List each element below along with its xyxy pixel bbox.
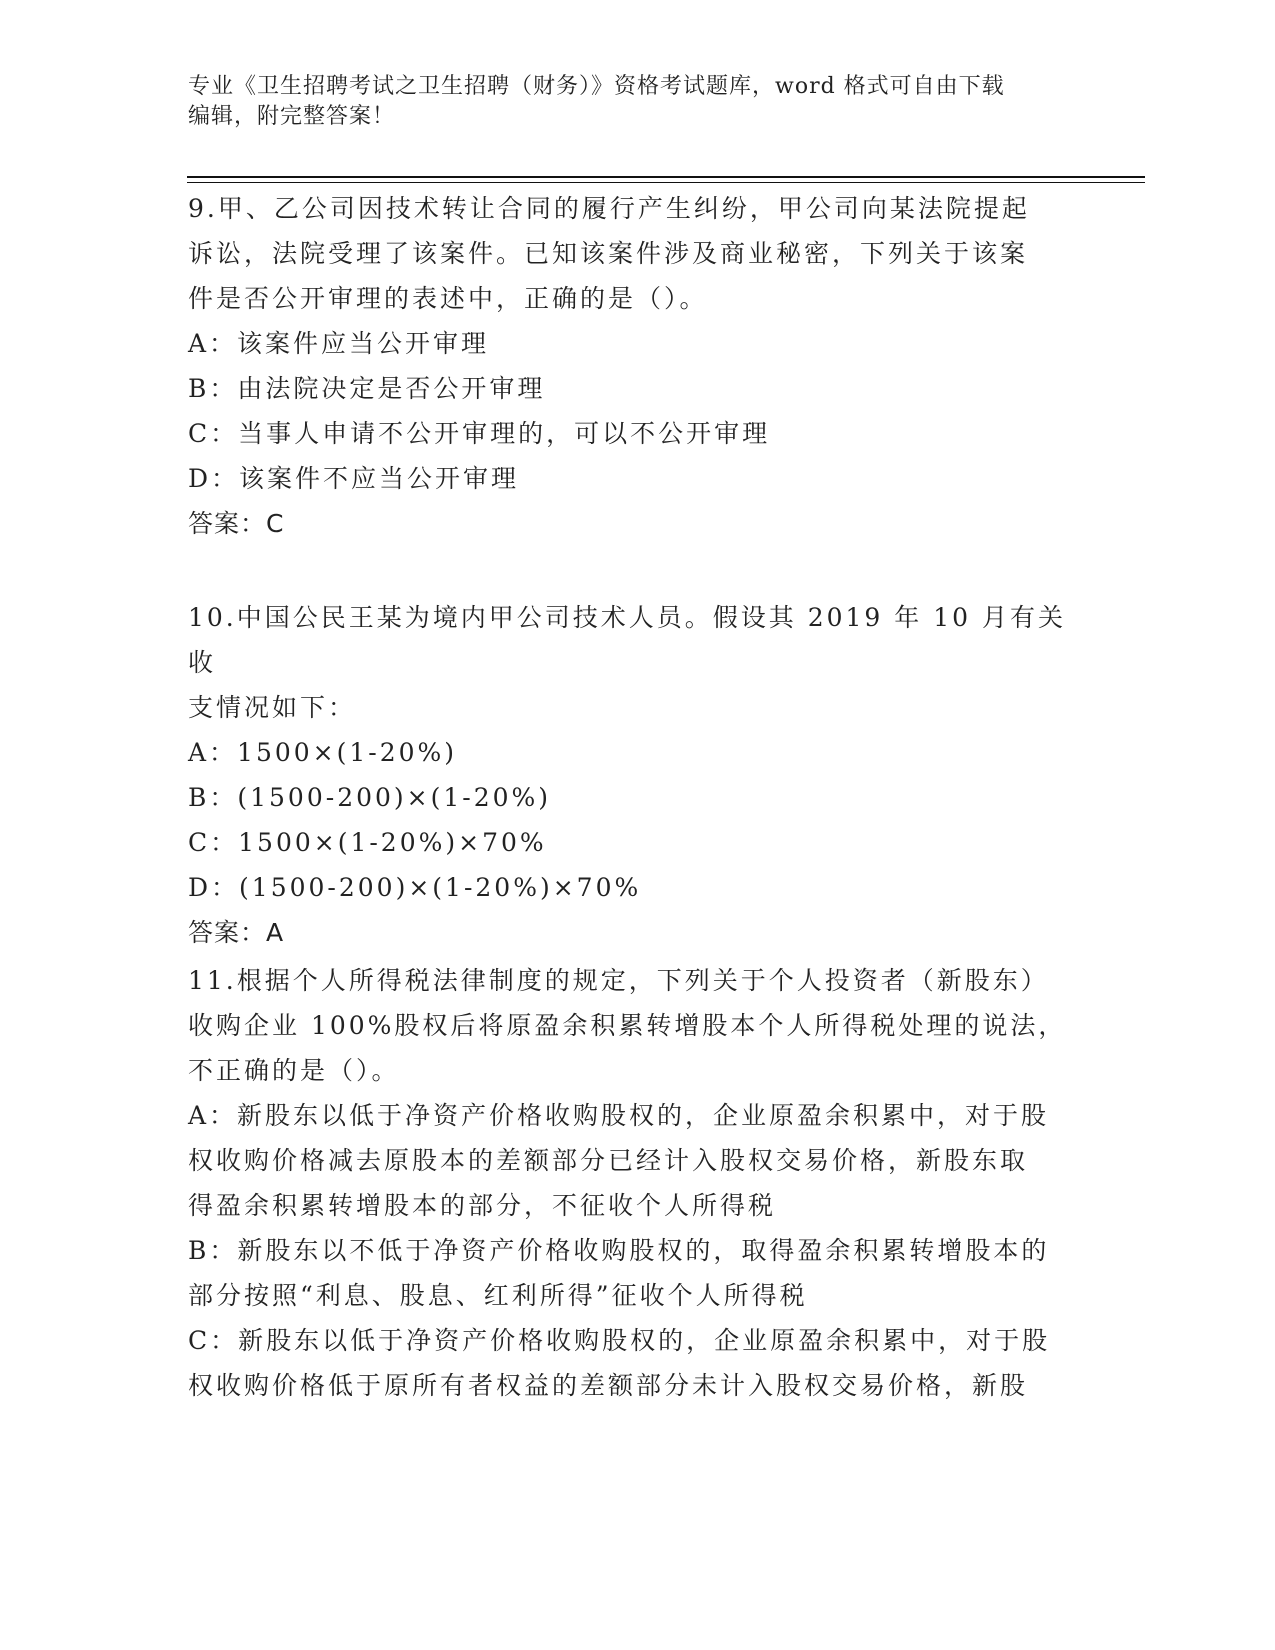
question-stem-line: 11.根据个人所得税法律制度的规定，下列关于个人投资者（新股东） [188, 966, 1049, 995]
header-line-1: 专业《卫生招聘考试之卫生招聘（财务）》资格考试题库，word 格式可自由下载 [188, 74, 1005, 99]
document-header [188, 72, 1068, 132]
question-stem-line: 收购企业 100%股权后将原盈余积累转增股本个人所得税处理的说法， [188, 1011, 1067, 1040]
option-a-line: 权收购价格减去原股本的差额部分已经计入股权交易价格，新股东取 [188, 1146, 1029, 1175]
question-9 [188, 186, 1068, 546]
option-a-line: A：新股东以低于净资产价格收购股权的，企业原盈余积累中，对于股 [188, 1101, 1050, 1130]
question-stem-line: 9.甲、乙公司因技术转让合同的履行产生纠纷，甲公司向某法院提起 [188, 194, 1030, 223]
option-c-line: C：新股东以低于净资产价格收购股权的，企业原盈余积累中，对于股 [188, 1326, 1051, 1355]
header-line-2: 编辑，附完整答案！ [188, 104, 396, 129]
question-stem-line: 10.中国公民王某为境内甲公司技术人员。假设其 2019 年 10 月有关收 [188, 603, 1066, 677]
option-a: A：该案件应当公开审理 [188, 329, 490, 358]
answer: 答案：A [188, 918, 285, 947]
option-b-line: B：新股东以不低于净资产价格收购股权的，取得盈余积累转增股本的 [188, 1236, 1050, 1265]
option-b: B：(1500-200)×(1-20%) [188, 783, 552, 812]
question-stem-line: 支情况如下： [188, 693, 357, 722]
option-d: D：该案件不应当公开审理 [188, 464, 520, 493]
question-11 [188, 958, 1068, 1408]
option-c: C：1500×(1-20%)×70% [188, 828, 547, 857]
answer: 答案：C [188, 509, 285, 538]
question-stem-line: 不正确的是（）。 [188, 1056, 400, 1085]
option-a-line: 得盈余积累转增股本的部分，不征收个人所得税 [188, 1191, 777, 1220]
option-c-line: 权收购价格低于原所有者权益的差额部分未计入股权交易价格，新股 [188, 1371, 1029, 1400]
option-c: C：当事人申请不公开审理的，可以不公开审理 [188, 419, 771, 448]
option-b-line: 部分按照“利息、股息、红利所得”征收个人所得税 [188, 1281, 808, 1310]
header-divider-thin [187, 182, 1145, 183]
option-b: B：由法院决定是否公开审理 [188, 374, 546, 403]
question-stem-line: 件是否公开审理的表述中，正确的是（）。 [188, 284, 708, 313]
question-10 [188, 595, 1068, 955]
option-d: D：(1500-200)×(1-20%)×70% [188, 873, 642, 902]
question-stem-line: 诉讼，法院受理了该案件。已知该案件涉及商业秘密，下列关于该案 [188, 239, 1029, 268]
header-divider-thick [187, 176, 1145, 178]
option-a: A：1500×(1-20%) [188, 738, 458, 767]
